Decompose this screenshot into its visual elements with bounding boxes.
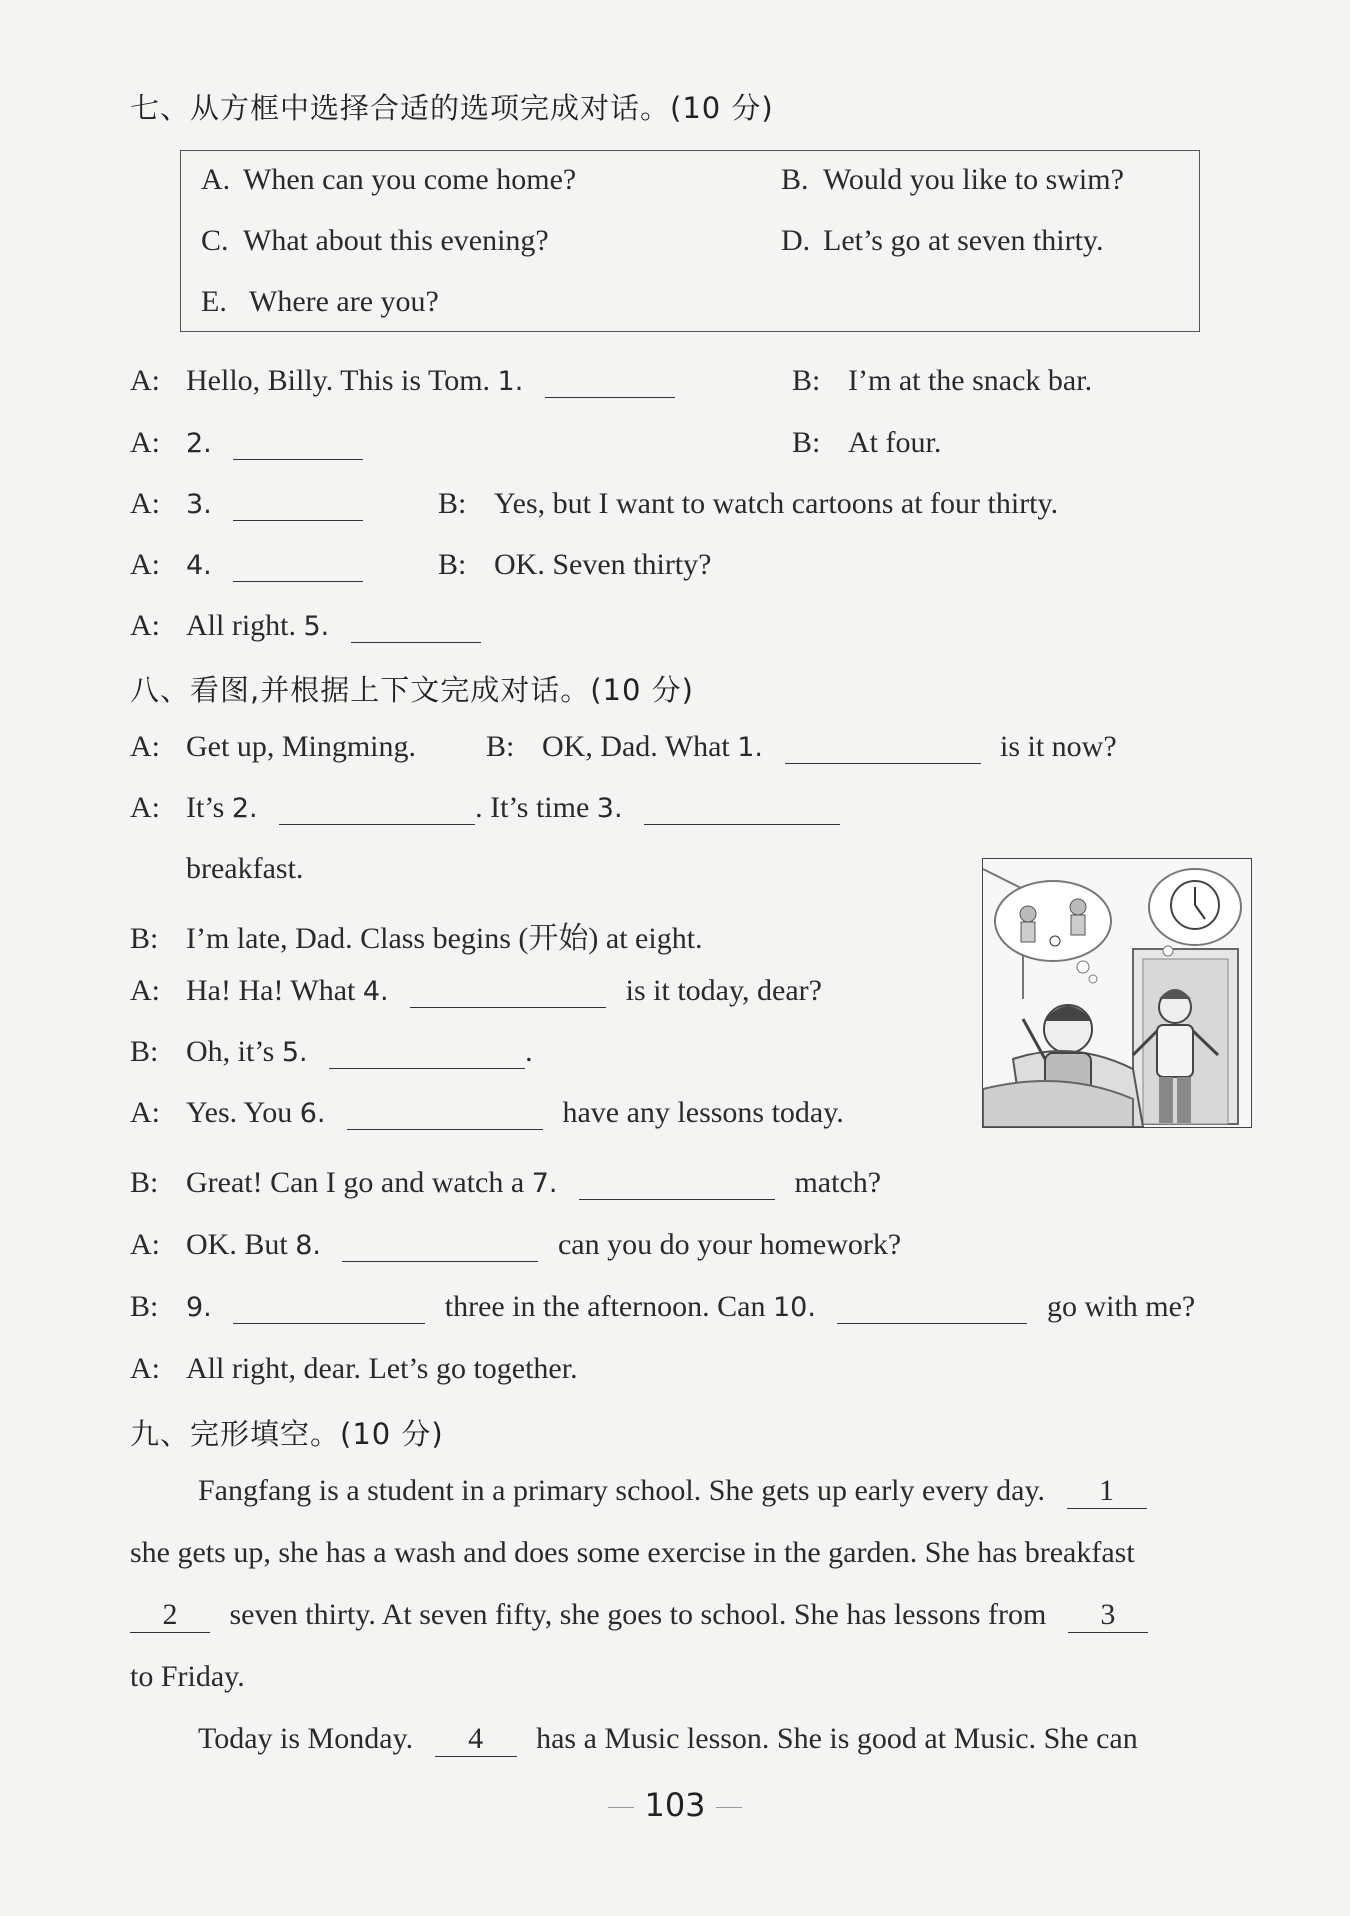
s8-blank-8[interactable]	[342, 1260, 538, 1262]
option-c: C. What about this evening?	[201, 224, 549, 257]
s8-blank-4[interactable]	[410, 1006, 606, 1008]
boy-waking-dad-clock-illustration	[982, 858, 1252, 1128]
page-number-dash-left	[608, 1807, 634, 1808]
s8-blank-9[interactable]	[233, 1322, 425, 1324]
s8-line-1: A: Get up, Mingming.	[130, 730, 416, 763]
answer-blank-4[interactable]	[233, 580, 363, 582]
page-number-dash-right	[716, 1807, 742, 1808]
cloze-blank-3[interactable]: 3	[1068, 1598, 1148, 1633]
s8-blank-1[interactable]	[785, 762, 981, 764]
s8-blank-3[interactable]	[644, 823, 840, 825]
option-d: D. Let’s go at seven thirty.	[781, 224, 1104, 257]
section-9-title: 九、完形填空。(10 分)	[130, 1417, 444, 1451]
s8-blank-7[interactable]	[579, 1198, 775, 1200]
option-e: E. Where are you?	[201, 285, 439, 318]
s8-line-7: A: Yes. You 6. have any lessons today.	[130, 1096, 844, 1129]
s8-line-3: breakfast.	[186, 852, 304, 885]
dialogue-line-1: A: Hello, Billy. This is Tom. 1.	[130, 364, 675, 398]
dialogue-line-2-reply: B: At four.	[792, 426, 942, 459]
cloze-blank-2[interactable]: 2	[130, 1598, 210, 1633]
options-box	[180, 150, 1200, 332]
dialogue-line-4-reply: B: OK. Seven thirty?	[438, 548, 712, 581]
s8-blank-5[interactable]	[329, 1067, 525, 1069]
option-b: B. Would you like to swim?	[781, 163, 1124, 196]
s8-line-11: A: All right, dear. Let’s go together.	[130, 1352, 578, 1385]
dialogue-line-2: A: 2.	[130, 426, 363, 460]
s8-line-6: B: Oh, it’s 5. .	[130, 1035, 533, 1068]
cloze-line-5: Today is Monday. 4 has a Music lesson. She is good at Music. She can	[198, 1722, 1138, 1755]
illustration-svg	[983, 859, 1251, 1127]
s8-line-1-reply: B: OK, Dad. What 1. is it now?	[486, 730, 1117, 763]
s8-blank-10[interactable]	[837, 1322, 1027, 1324]
cloze-blank-1[interactable]: 1	[1067, 1474, 1147, 1509]
cloze-line-4: to Friday.	[130, 1660, 245, 1693]
dialogue-line-3: A: 3.	[130, 487, 363, 521]
s8-line-4: B: I’m late, Dad. Class begins (开始) at eight.	[130, 922, 703, 955]
dialogue-line-4: A: 4.	[130, 548, 363, 582]
page-number: 103	[0, 1786, 1350, 1824]
section-7-title: 七、从方框中选择合适的选项完成对话。(10 分)	[130, 91, 774, 125]
answer-blank-1[interactable]	[545, 396, 675, 398]
section-8-title: 八、看图,并根据上下文完成对话。(10 分)	[130, 673, 694, 707]
s8-line-9: A: OK. But 8. can you do your homework?	[130, 1228, 902, 1261]
cloze-line-1: Fangfang is a student in a primary school. She gets up early every day. 1	[198, 1474, 1147, 1509]
s8-line-10: B: 9. three in the afternoon. Can 10. go with me?	[130, 1290, 1196, 1323]
s8-line-2: A: It’s 2. . It’s time 3.	[130, 791, 840, 825]
dialogue-line-3-reply: B: Yes, but I want to watch cartoons at four thirty.	[438, 487, 1059, 520]
answer-blank-2[interactable]	[233, 458, 363, 460]
s8-line-8: B: Great! Can I go and watch a 7. match?	[130, 1166, 882, 1199]
cloze-blank-4[interactable]: 4	[435, 1722, 517, 1757]
s8-line-5: A: Ha! Ha! What 4. is it today, dear?	[130, 974, 822, 1007]
cloze-line-3: 2 seven thirty. At seven fifty, she goes to school. She has lessons from 3	[130, 1598, 1148, 1633]
cloze-line-2: she gets up, she has a wash and does some exercise in the garden. She has breakfast	[130, 1536, 1135, 1569]
s8-blank-2[interactable]	[279, 823, 475, 825]
s8-blank-6[interactable]	[347, 1128, 543, 1130]
option-a: A. When can you come home?	[201, 163, 577, 196]
dialogue-line-5: A: All right. 5.	[130, 609, 481, 643]
answer-blank-5[interactable]	[351, 641, 481, 643]
dialogue-line-1-reply: B: I’m at the snack bar.	[792, 364, 1093, 397]
answer-blank-3[interactable]	[233, 519, 363, 521]
